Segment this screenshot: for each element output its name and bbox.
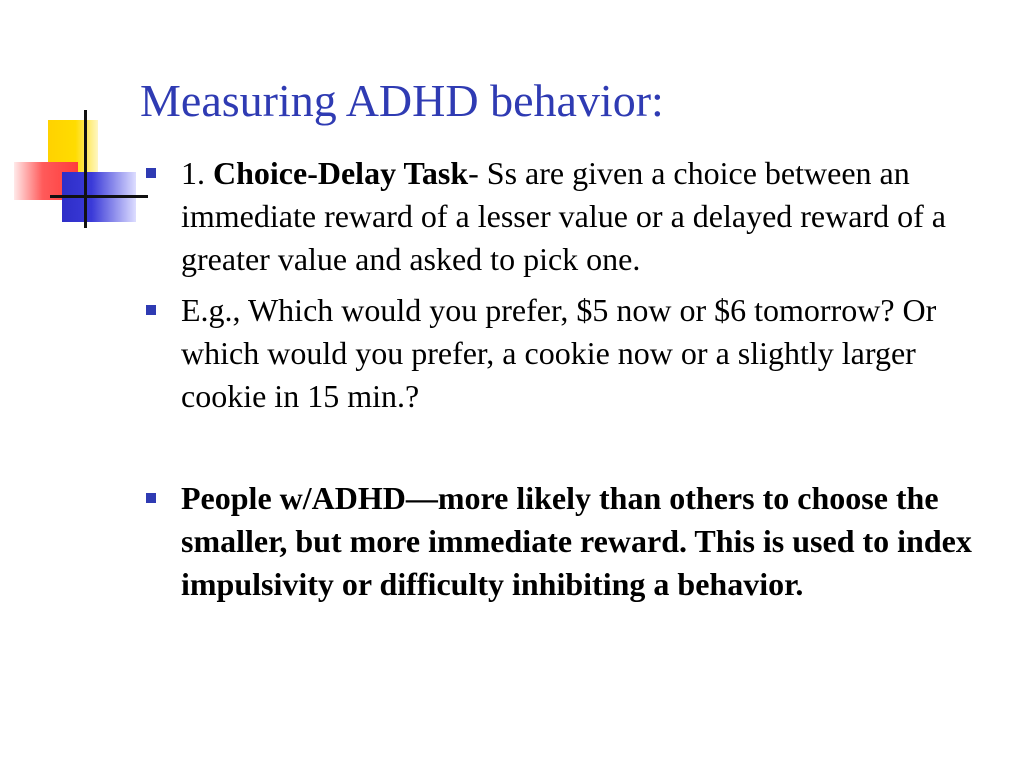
vertical-line-decoration bbox=[84, 110, 87, 228]
bullet-text: E.g., Which would you prefer, $5 now or $6 tomorrow? Or which would you prefer, a cookie now or a slightly larger cookie in 15 min.? bbox=[181, 292, 937, 414]
bullet-term: Choice-Delay Task bbox=[213, 155, 469, 191]
bullet-item-choice-delay-task bbox=[146, 152, 976, 281]
bullet-marker-icon bbox=[146, 305, 156, 315]
bullet-text: People w/ADHD—more likely than others to choose the smaller, but more immediate reward. This is used to index impulsivity or difficulty inhibiting a behavior. bbox=[181, 480, 972, 602]
corner-decoration bbox=[0, 0, 140, 240]
bullet-item-example bbox=[146, 289, 976, 418]
slide-title: Measuring ADHD behavior: bbox=[140, 75, 664, 126]
bullet-text: - Ss are given a choice between an immediate reward of a lesser value or a delayed reward of a greater value and asked to pick one. bbox=[181, 155, 946, 277]
bullet-item-conclusion bbox=[146, 477, 976, 606]
bullet-marker-icon bbox=[146, 493, 156, 503]
bullet-marker-icon bbox=[146, 168, 156, 178]
bullet-prefix: 1. bbox=[181, 155, 213, 191]
horizontal-line-decoration bbox=[50, 195, 148, 198]
bullet-list bbox=[146, 152, 976, 606]
